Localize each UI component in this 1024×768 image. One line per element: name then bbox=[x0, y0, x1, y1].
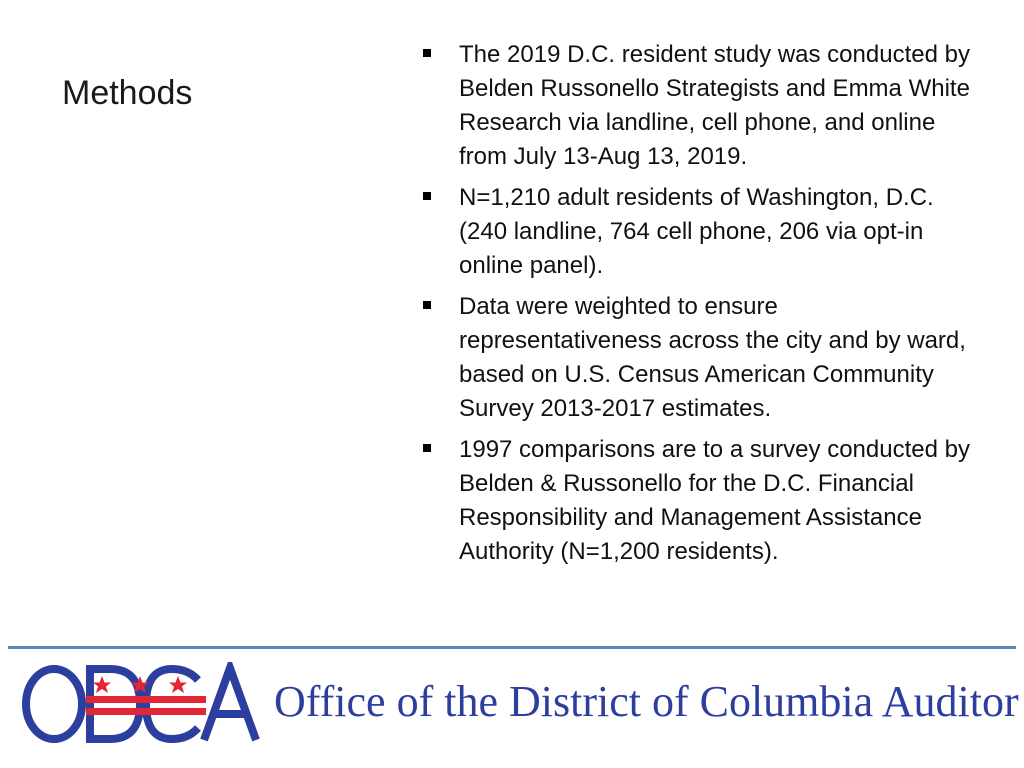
footer bbox=[22, 662, 1019, 752]
methods-bullet-list bbox=[420, 38, 980, 576]
list-item bbox=[420, 433, 980, 569]
logo-letter-a bbox=[204, 668, 256, 740]
footer-divider bbox=[8, 646, 1016, 649]
bullet-text: Data were weighted to ensure representativeness across the city and by ward, based on U.S. Census American Community Survey 2013-2017 estimates. bbox=[459, 293, 966, 422]
list-item bbox=[420, 181, 980, 283]
square-bullet-icon bbox=[423, 192, 431, 200]
flag-star-icon bbox=[93, 676, 111, 693]
bullet-text: The 2019 D.C. resident study was conducted by Belden Russonello Strategists and Emma White Research via landline, cell phone, and online from July 13-Aug 13, 2019. bbox=[459, 41, 970, 170]
page-title: Methods bbox=[62, 74, 193, 112]
logo-letter-c bbox=[146, 669, 198, 739]
odca-logo bbox=[22, 662, 268, 746]
organization-name: Office of the District of Columbia Auditor bbox=[274, 677, 1019, 726]
flag-bar-top bbox=[86, 696, 206, 703]
logo-letter-d bbox=[90, 669, 140, 739]
flag-bar-bottom bbox=[86, 708, 206, 715]
flag-star-icon bbox=[169, 676, 187, 693]
square-bullet-icon bbox=[423, 444, 431, 452]
logo-letter-o bbox=[26, 669, 82, 739]
list-item bbox=[420, 290, 980, 426]
bullet-text: N=1,210 adult residents of Washington, D.C. (240 landline, 764 cell phone, 206 via opt-in online panel). bbox=[459, 184, 934, 279]
bullet-text: 1997 comparisons are to a survey conducted by Belden & Russonello for the D.C. Financial Responsibility and Management Assistance Authority (N=1,200 residents). bbox=[459, 436, 970, 565]
square-bullet-icon bbox=[423, 49, 431, 57]
list-item bbox=[420, 38, 980, 174]
square-bullet-icon bbox=[423, 301, 431, 309]
